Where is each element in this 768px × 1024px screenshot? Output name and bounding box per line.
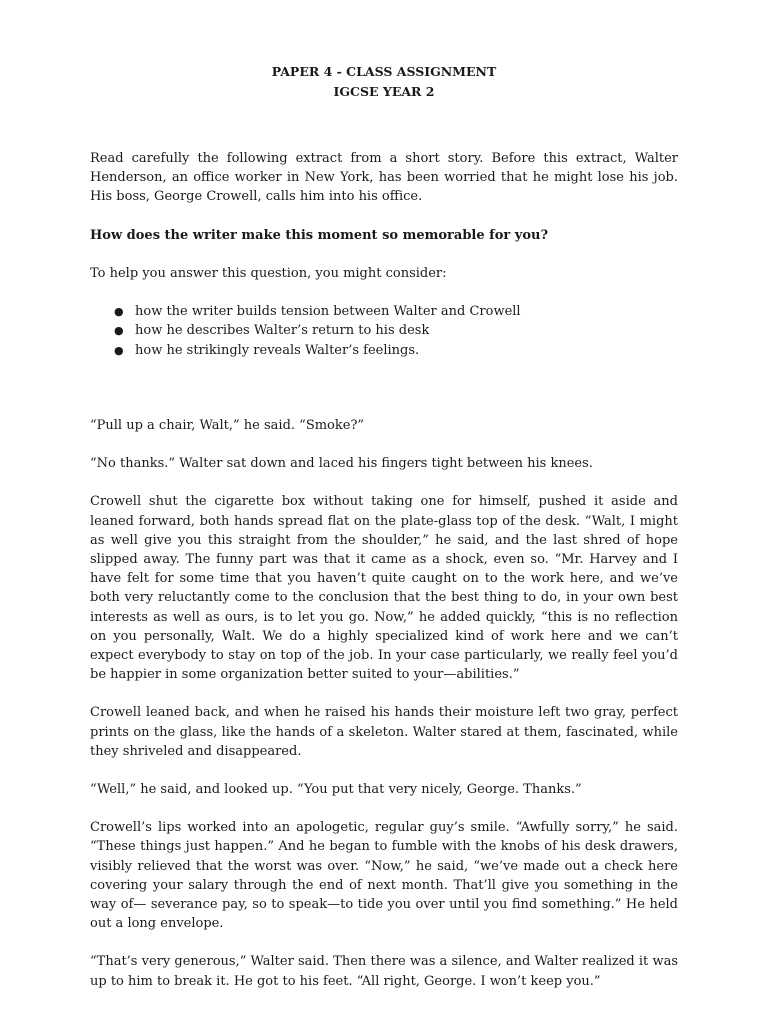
list-item-text: how he describes Walter’s return to his desk bbox=[135, 323, 430, 339]
page-title: PAPER 4 - CLASS ASSIGNMENT bbox=[271, 64, 497, 79]
list-item-text: how the writer builds tension between Walter and Crowell bbox=[135, 304, 521, 320]
list-item bbox=[90, 302, 678, 321]
story-paragraph: Crowell’s lips worked into an apologetic, regular guy’s smile. “Awfully sorry,” he said. “These things just happen.” And he began to fumble with the knobs of his desk drawers, visibly relieved that the worst was over. “Now,” he said, “we’ve made out a check here covering your salary through the end of next month. That’ll give you something in the way of— severance pay, so to speak—to tide you over until you find something.” He held out a long envelope. bbox=[90, 820, 678, 932]
story-paragraph: “Well,” he said, and looked up. “You put that very nicely, George. Thanks.” bbox=[90, 781, 582, 797]
bullet-icon: ● bbox=[114, 305, 124, 319]
list-item bbox=[90, 341, 678, 360]
story-paragraph: “That’s very generous,” Walter said. Then there was a silence, and Walter realized it was up to him to break it. He got to his feet. “All right, George. I won’t keep you.” bbox=[90, 954, 678, 989]
story-paragraph: “No thanks.” Walter sat down and laced his fingers tight between his knees. bbox=[90, 456, 593, 472]
story-extract bbox=[90, 416, 678, 991]
list-item bbox=[90, 321, 678, 340]
title-block bbox=[90, 62, 678, 101]
bullet-icon: ● bbox=[114, 343, 124, 357]
bullet-icon: ● bbox=[114, 324, 124, 338]
consideration-list bbox=[90, 302, 678, 360]
story-paragraph: Crowell leaned back, and when he raised his hands their moisture left two gray, perfect prints on the glass, like the hands of a skeleton. Walter stared at them, fascinated, while they shriveled and disappeared. bbox=[90, 705, 678, 759]
document-page bbox=[90, 62, 678, 1010]
question-heading: How does the writer make this moment so memorable for you? bbox=[90, 227, 549, 243]
story-paragraph: “Pull up a chair, Walt,” he said. “Smoke?” bbox=[90, 417, 365, 433]
list-item-text: how he strikingly reveals Walter’s feelings. bbox=[135, 342, 420, 358]
story-paragraph: Crowell shut the cigarette box without taking one for himself, pushed it aside and leaned forward, both hands spread flat on the plate-glass top of the desk. “Walt, I might as well give you this straight from the shoulder,” he said, and the last shred of hope slipped away. The funny part was that it came as a shock, even so. “Mr. Harvey and I have felt for some time that you haven’t quite caught on to the work here, and we’ve both very reluctantly come to the conclusion that the best thing to do, in your own best interests as well as ours, is to let you go. Now,” he added quickly, “this is no reflection on you personally, Walt. We do a highly specialized kind of work here and we can’t expect everybody to stay on top of the job. In your case particularly, we really feel you’d be happier in some organization better suited to your—abilities.” bbox=[90, 494, 678, 683]
page-subtitle: IGCSE YEAR 2 bbox=[333, 83, 435, 99]
intro-paragraph: Read carefully the following extract from a short story. Before this extract, Walter Henderson, an office worker in New York, has been worried that he might lose his job. His boss, George Crowell, calls him into his office. bbox=[90, 151, 678, 205]
help-text: To help you answer this question, you might consider: bbox=[90, 265, 447, 281]
